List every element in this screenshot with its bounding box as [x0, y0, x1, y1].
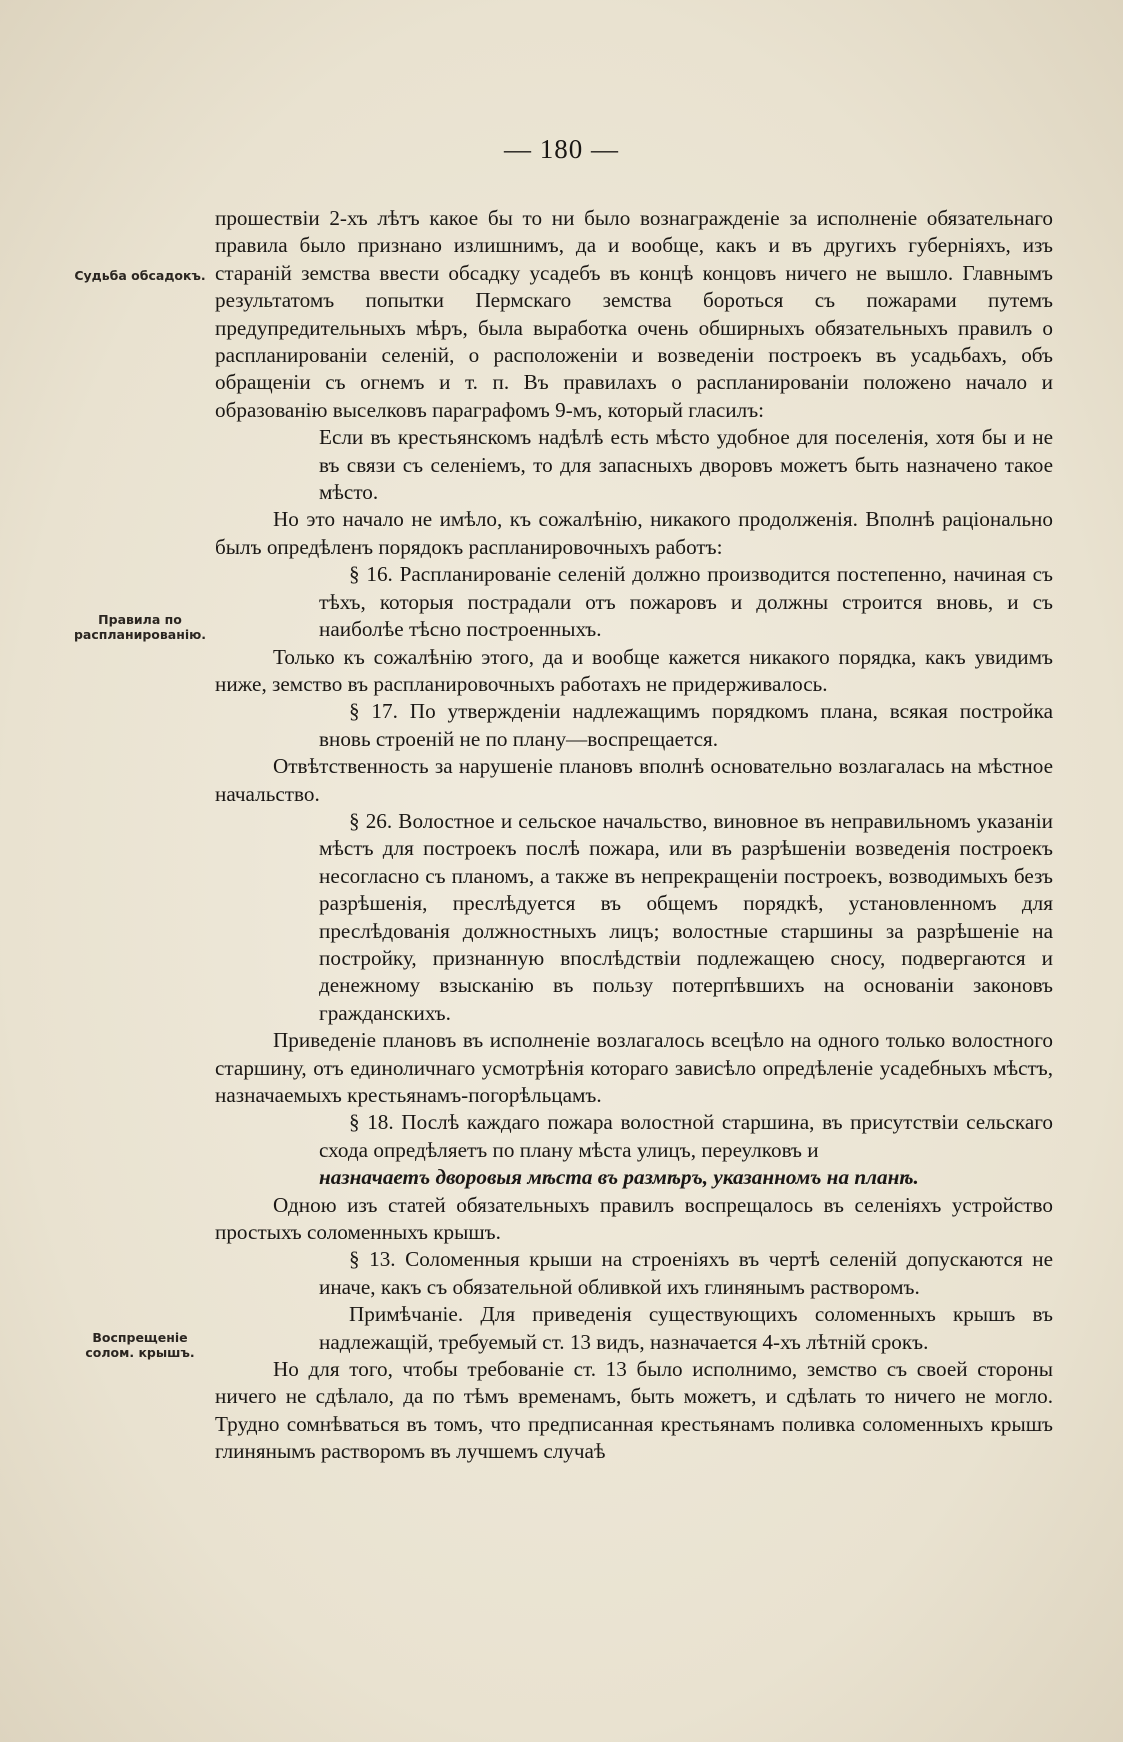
paragraph: Приведеніе плановъ въ исполненіе возлагалось всецѣло на одного только волостного старшину, отъ единоличнаго усмотрѣнія котораго зависѣло опредѣленіе усадебныхъ мѣстъ, назначаемыхъ крестьянамъ-погорѣльцамъ. — [215, 1028, 1053, 1107]
body-text — [215, 205, 1053, 1466]
quoted-rule: § 17. По утвержденіи надлежащимъ порядкомъ плана, всякая постройка вновь строеній не по плану—воспрещается. — [319, 699, 1053, 751]
paragraph: Только къ сожалѣнію этого, да и вообще кажется никакого порядка, какъ увидимъ ниже, земство въ распланировочныхъ работахъ не придерживалось. — [215, 644, 1053, 696]
quoted-rule: § 13. Соломенныя крыши на строеніяхъ въ чертѣ селеній допускаются не иначе, какъ съ обязательной обливкой ихъ глинянымъ растворомъ. — [319, 1247, 1053, 1299]
paragraph: Отвѣтственность за нарушеніе плановъ вполнѣ основательно возлагалась на мѣстное начальство. — [215, 754, 1053, 806]
paragraph: прошествіи 2-хъ лѣтъ какое бы то ни было вознагражденіе за исполненіе обязательнаго правила было признано излишнимъ, да и вообще, какъ и въ другихъ губерніяхъ, изъ стараній земства ввести обсадку усадебъ въ концѣ концовъ ничего не вышло. Главнымъ результатомъ попытки Пермскаго земства бороться съ пожарами путемъ предупредительныхъ мѣръ, была выработка очень обширныхъ обязательныхъ правилъ о распланированіи селеній, о расположеніи и возведеніи построекъ въ усадьбахъ, объ обращеніи съ огнемъ и т. п. Въ правилахъ о распланированіи положено начало и образованію выселковъ параграфомъ 9-мъ, который гласилъ: — [215, 206, 1053, 422]
footnote-remark: Примѣчаніе. Для приведенія существующихъ соломенныхъ крышъ въ надлежащій, требуемый ст. 13 видъ, назначается 4-хъ лѣтній срокъ. — [319, 1302, 1053, 1354]
paragraph: Одною изъ статей обязательныхъ правилъ воспрещалось въ селеніяхъ устройство простыхъ соломенныхъ крышъ. — [215, 1192, 1053, 1245]
margin-note-rasplanirovanie: Правила по распланированію. — [73, 612, 207, 642]
paragraph: Но для того, чтобы требованіе ст. 13 было исполнимо, земство съ своей стороны ничего не сдѣлало, да по тѣмъ временамъ, быть можетъ, и сдѣлать то ничего не могло. Трудно сомнѣваться въ томъ, что предписанная крестьянамъ поливка соломенныхъ крышъ глинянымъ растворомъ въ лучшемъ случаѣ — [215, 1357, 1053, 1464]
quoted-rule: § 18. Послѣ каждаго пожара волостной старшина, въ присутствіи сельскаго схода опредѣляетъ по плану мѣста улицъ, переулковъ и — [319, 1110, 1053, 1162]
quoted-rule: Если въ крестьянскомъ надѣлѣ есть мѣсто удобное для поселенія, хотя бы и не въ связи съ селеніемъ, то для запасныхъ дворовъ можетъ быть назначено такое мѣсто. — [319, 425, 1053, 505]
quoted-rule: § 26. Волостное и сельское начальство, виновное въ неправильномъ указаніи мѣстъ для построекъ послѣ пожара, или въ разрѣшеніи возведенія построекъ несогласно съ планомъ, а также въ непрекращеніи построекъ, возводимыхъ безъ разрѣшенія, преслѣдуется въ общемъ порядкѣ, установленномъ для преслѣдованія должностныхъ лицъ; волостные старшины за разрѣшеніе на постройку, признанную впослѣдствіи подлежащею сносу, подвергаются и денежному взысканію въ пользу потерпѣвшихъ на основаніи законовъ гражданскихъ. — [319, 808, 1053, 1025]
quoted-rule-italic: назначаетъ дворовыя мѣста въ размѣръ, указанномъ на планѣ. — [319, 1165, 919, 1190]
paragraph: Но это начало не имѣло, къ сожалѣнію, никакого продолженія. Вполнѣ раціонально былъ опредѣленъ порядокъ распланировочныхъ работъ: — [215, 507, 1053, 559]
margin-note-obsadki: Судьба обсадокъ. — [74, 268, 206, 283]
quoted-rule: § 16. Распланированіе селеній должно производится постепенно, начиная съ тѣхъ, которыя пострадали отъ пожаровъ и должны строится вновь, и съ наиболѣе тѣсно построенныхъ. — [319, 562, 1053, 642]
margin-note-solom-kryshi: Воспрещеніе солом. крышъ. — [85, 1330, 195, 1360]
page-number: — 180 — — [504, 134, 619, 164]
